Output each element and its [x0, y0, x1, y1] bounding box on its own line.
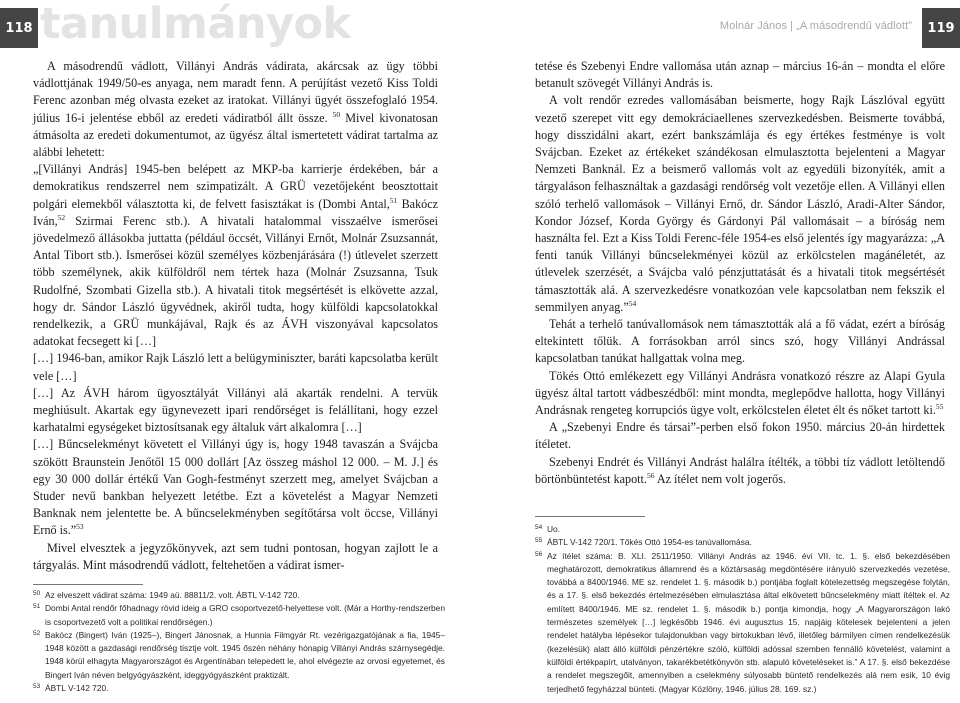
paragraph: Mivel elvesztek a jegyzőkönyvek, azt sem tudni pontosan, hogyan zajlott le a tárgyalás. Mint másodrendű vádlott, feltehetően a vádirat ismer-: [33, 540, 438, 572]
footnote: 51 Dombi Antal rendőr főhadnagy rövid ideig a GRO csoportvezető-helyettese volt. (Már a Horthy-rendszerben is csoportvezető volt a politikai rendőrségen.): [33, 603, 445, 627]
header-separator: |: [790, 20, 794, 32]
quote-paragraph: […] Bűncselekményt követett el Villányi úgy is, hogy 1948 tavaszán a Svájcba szökött Braunstein Jenőtől 15 000 dollárt [Az összeg máshol 12 000. – M. J.] és egy 30 000 dollár értékű Van Gogh-festményt szerzett meg, amelyet Svájcban a Studer nevű bankban helyezett letétbe. Ezt a követelést a Magyar Nemzeti Banknak nem jelentette be. A bűncselekményben segítőtársa volt öccse, Villányi Ernő is.”$^{53}$: [33, 437, 438, 538]
main-text: [33, 58, 438, 574]
page-number: 118: [0, 8, 38, 48]
footnotes: [33, 589, 445, 695]
footnote: 50 Az elveszett vádirat száma: 1949 aü. 88811/2. volt. ÁBTL V-142 720.: [33, 590, 300, 600]
header-author: Molnár János: [719, 20, 788, 32]
footnote: 56 Az ítélet száma: B. XLI. 2511/1950. Villányi András az 1946. évi VII. tc. 1. §. első bekezdésében meghatározott, demokratikus államrend és a köztársaság megdöntésére irányuló szervezkedés vezetése, továbbá a 8400/1946. ME sz. rendelet 1. §. második b.) pontjába foglalt kötelezettség megszegése folytán, és a 17. §. első bekezdés értelmezésében elmulasztása által elkövetett bűncselekmény miatt ítéltek el. Az említett 8400/1946. ME sz. rendelet 1. §. második b.) pontja kimondja, hogy „A Magyarországon lakó természetes személyek […] legkésőbb 1946. évi augusztus 15. napjáig kötelesek bejelenteni a jelen rendelet hatályba lépésekor tulajdonukban vagy birtokukban lévő, illetőleg bármilyen címen rendelkezésük (kezelésük) alatt álló külföldi pénzértékre szóló, külföldi adóssal szemben fennálló követelést, valamint a külföldi értékpapírt, utalványon, takarékbetétkönyvön stb. alapuló követeléseket is.” A 17. §. első bekezdése a rendelet megszegőit, amennyiben a cselekmény súlyosabb büntető rendelkezés alá nem esik, 10 évig terjedhető fegyházzal bünteti. (Magyar Közlöny, 1946. július 28. 169. sz.): [535, 550, 950, 694]
footnote: 55 ÁBTL V-142 720/1. Tőkés Ottó 1954-es tanúvallomása.: [535, 537, 752, 548]
footnotes: [535, 523, 950, 696]
footnote-divider: [535, 516, 645, 517]
footnote: 53 ÁBTL V-142 720.: [33, 683, 109, 694]
quote-paragraph: […] 1946-ban, amikor Rajk László lett a belügyminiszter, baráti kapcsolatba került vele […]: [33, 351, 438, 383]
quote-paragraph: „[Villányi András] 1945-ben belépett az MKP-ba karrierje érdekében, bár a demokratikus rendszerrel nem szimpatizált. A GRÜ vezetőjeként beosztottait polgári elemekből választotta ki, de felvett fasisztákat is (Dombi Antal,$^{51}$ Bakócz Iván,$^{52}$ Szirmai Ferenc stb.). A hivatali hatalommal visszaélve ismerősei jövedelmező állásokba juttatta (például öccsét, Villányi Ernőt, Molnár Zsuzsannát, Antal Tibort stb.). Ismerősei közül személyes közbenjárására (!) útlevelet szerzett több személynek, akik külföldről nem tértek haza (Molnár Zsuzsanna, Tsuk Rudolfné, Szombati Gizella stb.). A hivatali titok megsértését is elkövette azzal, hogy dr. Sándor László ügyvédnek, akiről tudta, hogy külföldi kapcsolatokkal rendelkezik, a GRÜ munkájával, Rajk és az ÁVH viszonyával kapcsolatos adatokat fecsegett ki […]: [33, 162, 438, 349]
main-text: [535, 58, 945, 488]
right-page: [480, 0, 960, 703]
footnote-ref[interactable]: 51: [389, 195, 398, 205]
paragraph: Tökés Ottó emlékezett egy Villányi Andrásra vonatkozó részre az Alapi Gyula ügyész által tartott vádbeszédből: mint mondta, megleрődve hallotta, hogy Villányi Andrásnak rengeteg korrupciós ügye volt, erkölcstelen életet élt és nőket tartott ki.$^{55}$: [535, 368, 945, 418]
page-number: 119: [922, 8, 960, 48]
footnote-ref[interactable]: 56: [646, 470, 655, 480]
footnote-ref[interactable]: 50: [332, 109, 341, 119]
paragraph: Szebenyi Endrét és Villányi Andrást halálra ítélték, a többi tíz vádlott letöltendő börtönbüntetést kapott.$^{56}$ Az ítélet nem volt jogerős.: [535, 454, 945, 486]
paragraph: A volt rendőr ezredes vallomásában beismerte, hogy Rajk Lászlóval együtt vezető szerepet vitt egy demokráciaellenes szervezkedésben. Beismerte továbbá, hogy disszidálni akart, ezért bankszámlája és egy értékes festménye is volt Svájcban. Ezeket az értékeket szándékosan elmulasztotta bejelenteni a Magyar Nemzeti Banknál. Ez a beismerő vallomás volt az egyedüli bizonyíték, amit a tárgyaláson felhasználtak a gazdasági rendőrség volt vezetője ellen. A Villányi ellen szóló terhelő vallomások – Villányi Ernő, dr. Sándor László, Aradi-Alter Sándor, Kondor József, Korda György és Gárdonyi Pál vallomásait – a bíróság nem használta fel. Ezt a Kiss Toldi Ferenc-féle 1954-es első jelentés így magyarázza: „A fenti tanúk Villányi bűncselekményei közül az erkölcstelen magánéletét, az útlevelek szerzését, a Svájcba való pénzjuttatását és a hivatali titok megsértését támasztották alá. A szervezkedésre vonatkozóan vele kapcsolatban nem fekszik el semmilyen anyag.”$^{54}$: [535, 93, 945, 314]
footnote-ref[interactable]: 54: [628, 298, 637, 308]
quote-paragraph: […] Az ÁVH három ügyosztályát Villányi alá akarták rendelni. A tervük meghiúsult. Akartak egy ügynevezett ipari rendőrséget is felállítani, hogy ezzel karhatalmi egységeket biztosítsanak egy általuk várt alkalomra […]: [33, 385, 438, 435]
paragraph: Tehát a terhelő tanúvallomások nem támasztották alá a fő vádat, ezért a bíróság eltekintett tőlük. A forrásokban arról sincs szó, hogy Villányi Andrással kapcsolatban tanúkat hallgattak volna meg.: [535, 317, 945, 366]
footnote-divider: [33, 584, 143, 585]
footnote-ref[interactable]: 53: [76, 522, 84, 532]
footnote: 54 Uo.: [535, 524, 561, 534]
header-title: „A másodrendű vádlott”: [796, 20, 912, 32]
footnote-ref[interactable]: 52: [57, 212, 66, 222]
paragraph: A másodrendű vádlott, Villányi András vádirata, akárcsak az ügy többi vádlottjának 1949/50-es anyaga, nem maradt fenn. A perújítást vezető Kiss Toldi Ferenc azonban még olvasta ezeket az iratokat. Villányi ügyét összefoglaló 1954. július 16-i jelentése ebből az eredeti vádiratból állt össze. $^{50}$ Mivel kivonatosan átmásolta az eredeti dokumentumot, az ügyész által ismertetett vádirat tartalma az alábbi lehetett:: [33, 59, 438, 160]
paragraph: A „Szebenyi Endre és társai”-perben első fokon 1950. március 20-án hirdettek ítéletet.: [535, 420, 945, 452]
paragraph: tetése és Szebenyi Endre vallomása után aznap – március 16-án – mondta el előre betanult szövegét Villányi András is.: [535, 59, 945, 91]
section-label: tanulmányok: [40, 0, 351, 49]
footnote-ref[interactable]: 55: [935, 402, 944, 412]
footnote: 52 Bakócz (Bingert) Iván (1925–), Bingert Jánosnak, a Hunnia Filmgyár Rt. vezérigazgatójának a fia, 1945–1948 között a gazdasági rendőrség tisztje volt. 1945 őszén néhány hónapig Villányi András szárnysegédje. 1948 körül elhagyta Magyarországot és Argentínában telepedett le, ahol elvégezte az orvosi egyetemet, és Bingert Iván néven belgyógyászként, ideggyógyászként praktizált.: [33, 629, 445, 680]
running-header: [720, 20, 912, 32]
